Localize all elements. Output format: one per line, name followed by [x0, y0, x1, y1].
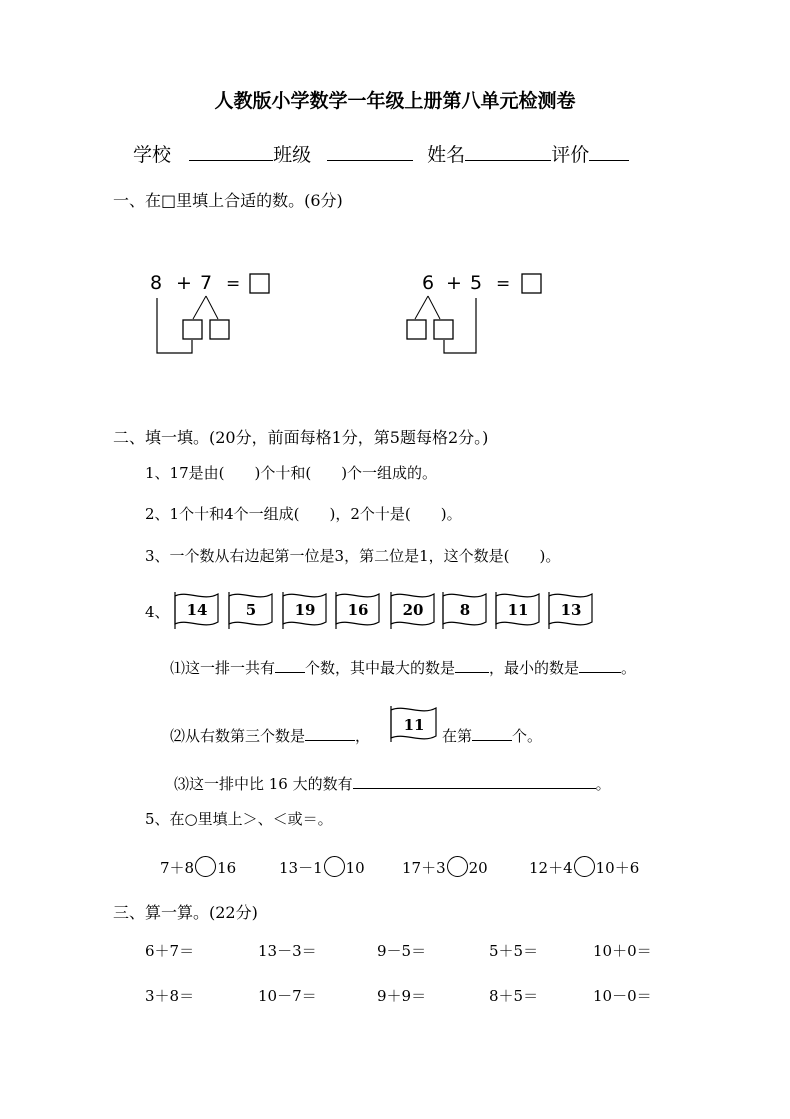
q4-sub1 — [170, 657, 636, 678]
compare-1-left: 7＋8 — [160, 859, 195, 877]
calc-2-5: 10－0＝ — [593, 987, 652, 1005]
name-label: 姓名 — [427, 144, 466, 166]
flag-4-number: 16 — [347, 601, 369, 619]
name-blank[interactable] — [465, 142, 551, 161]
d1-a: 8 — [150, 272, 163, 294]
flag-1 — [172, 590, 222, 632]
compare-2-left: 13－1 — [279, 859, 323, 877]
compare-3 — [402, 856, 488, 878]
q4-sub1-text-c: ，最小的数是 — [489, 659, 580, 677]
d1-branch-right — [206, 296, 218, 319]
min-blank[interactable] — [579, 658, 621, 673]
d1-split-box-2[interactable] — [210, 320, 229, 339]
calc-2-2: 10－7＝ — [258, 987, 317, 1005]
q4-label: 4、 — [145, 603, 170, 621]
flag-3 — [280, 590, 330, 632]
compare-2 — [279, 856, 365, 878]
d1-answer-box[interactable] — [250, 274, 269, 293]
compare-1-circle[interactable] — [195, 856, 216, 877]
q3-text: 3、一个数从右边起第一位是3，第二位是1，这个数是( )。 — [145, 547, 561, 565]
flag-5-number: 20 — [402, 601, 424, 619]
d2-branch-left — [415, 296, 428, 319]
q4-sub2-text-a: ⑵从右数第三个数是 — [170, 727, 306, 745]
rating-label: 评价 — [551, 144, 590, 166]
d1-split-box-1[interactable] — [183, 320, 202, 339]
compare-1-right: 16 — [217, 859, 237, 877]
flag-2-number: 5 — [245, 601, 257, 619]
q2-text: 2、1个十和4个一组成( )，2个十是( )。 — [145, 505, 462, 523]
flag-11-inline — [388, 704, 440, 744]
q4-sub3-text-b: 。 — [595, 775, 611, 793]
q4-sub1-text-b: 个数，其中最大的数是 — [305, 659, 456, 677]
rating-blank[interactable] — [589, 142, 629, 161]
d2-branch-right — [428, 296, 440, 319]
flag-6-number: 8 — [459, 601, 471, 619]
q4-sub3 — [174, 773, 611, 794]
section2-heading: 二、填一填。(20分，前面每格1分，第5题每格2分。) — [113, 428, 489, 447]
calc-2-3: 9＋9＝ — [377, 987, 427, 1005]
calc-1-5: 10＋0＝ — [593, 942, 652, 960]
d2-split-box-1[interactable] — [407, 320, 426, 339]
q1-text: 1、17是由( )个十和( )个一组成的。 — [145, 464, 438, 482]
compare-4 — [529, 856, 639, 878]
compare-4-left: 12＋4 — [529, 859, 573, 877]
calc-1-4: 5＋5＝ — [489, 942, 539, 960]
d1-b: 7 — [200, 272, 213, 294]
max-blank[interactable] — [455, 658, 489, 673]
q4-sub2-text-b: ， — [355, 727, 371, 745]
compare-3-circle[interactable] — [447, 856, 468, 877]
page-title: 人教版小学数学一年级上册第八单元检测卷 — [214, 90, 576, 112]
count-blank[interactable] — [275, 658, 305, 673]
compare-4-right: 10＋6 — [595, 859, 640, 877]
school-blank[interactable] — [189, 142, 273, 161]
q4-sub2-text-c: 在第 — [442, 727, 473, 745]
info-line — [133, 140, 629, 167]
compare-2-circle[interactable] — [324, 856, 345, 877]
d2-op: + — [446, 272, 462, 294]
d2-eq: = — [496, 274, 511, 294]
class-label: 班级 — [273, 144, 312, 166]
d2-b: 5 — [470, 272, 483, 294]
compare-1 — [160, 856, 236, 878]
calc-2-4: 8＋5＝ — [489, 987, 539, 1005]
flag-2 — [226, 590, 276, 632]
flag-8 — [546, 590, 596, 632]
d2-answer-box[interactable] — [522, 274, 541, 293]
d2-split-box-2[interactable] — [434, 320, 453, 339]
compare-3-left: 17＋3 — [402, 859, 446, 877]
d1-eq: = — [226, 274, 241, 294]
calc-2-1: 3＋8＝ — [145, 987, 195, 1005]
q5-text: 5、在○里填上＞、＜或＝。 — [145, 810, 333, 828]
q4-sub1-text-a: ⑴这一排一共有 — [170, 659, 276, 677]
calc-1-1: 6＋7＝ — [145, 942, 195, 960]
flag-3-number: 19 — [294, 601, 316, 619]
q4-sub3-text-a: ⑶这一排中比 16 大的数有 — [174, 775, 353, 793]
section1-heading: 一、在□里填上合适的数。(6分) — [113, 191, 343, 210]
flag-7-number: 11 — [507, 601, 529, 619]
compare-4-circle[interactable] — [574, 856, 595, 877]
q4-sub2 — [170, 725, 370, 746]
compare-2-right: 10 — [345, 859, 365, 877]
flag-1-number: 14 — [186, 601, 208, 619]
decompose-diagram-2 — [400, 265, 550, 360]
calc-1-3: 9－5＝ — [377, 942, 427, 960]
flag-6 — [440, 590, 490, 632]
flag-7 — [493, 590, 543, 632]
flag-8-number: 13 — [560, 601, 582, 619]
section3-heading: 三、算一算。(22分) — [113, 903, 258, 922]
d1-branch-left — [193, 296, 206, 319]
d2-a: 6 — [422, 272, 435, 294]
flag-5 — [388, 590, 438, 632]
compare-3-right: 20 — [468, 859, 488, 877]
d1-op: + — [176, 272, 192, 294]
greater-than-16-blank[interactable] — [353, 774, 596, 789]
q4-sub1-text-d: 。 — [621, 659, 637, 677]
decompose-diagram-1 — [140, 265, 280, 360]
d2-bracket — [444, 298, 476, 353]
position-blank[interactable] — [472, 726, 512, 741]
flag-4 — [333, 590, 383, 632]
third-from-right-blank[interactable] — [305, 726, 355, 741]
q4-sub2-text-d: 个。 — [512, 727, 543, 745]
calc-1-2: 13－3＝ — [258, 942, 317, 960]
q4-sub2-tail — [442, 725, 542, 746]
school-label: 学校 — [133, 144, 172, 166]
class-blank[interactable] — [327, 142, 413, 161]
flag-11-inline-number: 11 — [403, 716, 425, 734]
d1-bracket — [157, 298, 192, 353]
